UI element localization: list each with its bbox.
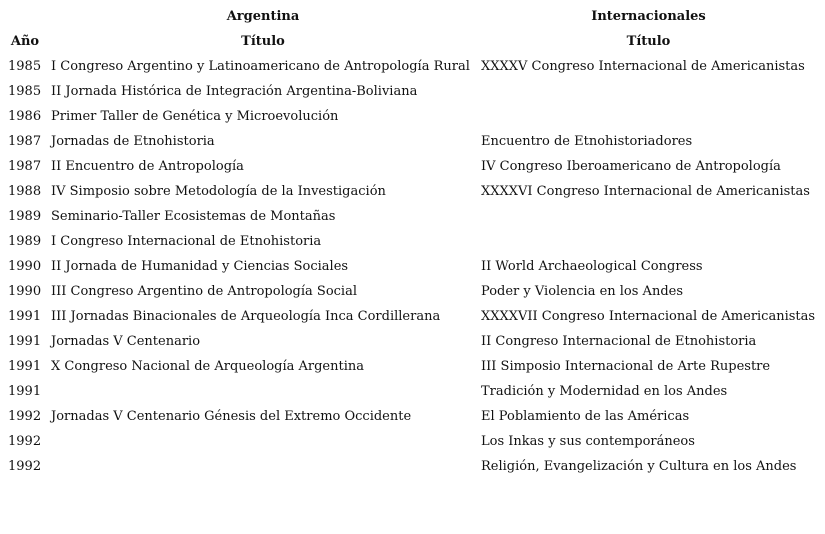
row-argentina-title: III Jornadas Binacionales de Arqueología Inca Cordillerana [51,309,441,324]
row-internacional-title [481,204,821,229]
group-header-row [0,4,825,29]
row-year: 1990 [8,259,42,274]
row-internacional-title: El Poblamiento de las Américas [481,409,690,424]
row-internacional-title: III Simposio Internacional de Arte Rupestre [481,359,771,374]
row-internacional-title: XXXXV Congreso Internacional de Americanistas [481,59,805,74]
row-year: 1991 [8,384,42,399]
row-year: 1992 [8,434,42,449]
row-year: 1986 [8,109,42,124]
table-row [0,129,825,154]
row-internacional-title [481,229,821,254]
row-internacional-title: Religión, Evangelización y Cultura en los Andes [481,459,797,474]
table-row [0,204,825,229]
row-argentina-title [51,454,477,479]
row-year: 1989 [8,209,42,224]
row-year: 1987 [8,134,42,149]
table-row [0,254,825,279]
table-row [0,454,825,479]
row-argentina-title: II Encuentro de Antropología [51,159,244,174]
table-row [0,79,825,104]
column-header-internacionales-title: Título [626,34,671,49]
row-internacional-title [481,104,821,129]
row-year: 1990 [8,284,42,299]
row-year: 1987 [8,159,42,174]
row-year: 1991 [8,334,42,349]
group-header-internacionales: Internacionales [591,9,706,24]
row-internacional-title: Poder y Violencia en los Andes [481,284,684,299]
row-argentina-title: Jornadas V Centenario Génesis del Extremo Occidente [51,409,412,424]
row-argentina-title: III Congreso Argentino de Antropología Social [51,284,357,299]
row-argentina-title: Primer Taller de Genética y Microevolución [51,109,339,124]
row-year: 1989 [8,234,42,249]
table-row [0,429,825,454]
row-year: 1985 [8,84,42,99]
group-header-argentina: Argentina [226,9,300,24]
row-year: 1988 [8,184,42,199]
row-internacional-title: XXXXVI Congreso Internacional de Americanistas [481,184,810,199]
table-row [0,329,825,354]
table-row [0,54,825,79]
row-internacional-title: XXXXVII Congreso Internacional de Americanistas [481,309,816,324]
column-header-argentina-title: Título [241,34,285,49]
row-internacional-title: Los Inkas y sus contemporáneos [481,434,695,449]
row-argentina-title: I Congreso Internacional de Etnohistoria [51,234,322,249]
table-row [0,279,825,304]
row-internacional-title: Encuentro de Etnohistoriadores [481,134,693,149]
row-year: 1985 [8,59,42,74]
row-argentina-title [51,429,477,454]
row-year: 1992 [8,409,42,424]
row-year: 1991 [8,359,42,374]
row-argentina-title: Jornadas V Centenario [51,334,201,349]
table-row [0,179,825,204]
row-argentina-title: IV Simposio sobre Metodología de la Investigación [51,184,386,199]
row-argentina-title: X Congreso Nacional de Arqueología Argentina [51,359,365,374]
table-row [0,304,825,329]
row-argentina-title: I Congreso Argentino y Latinoamericano de Antropología Rural [51,59,470,74]
column-header-row [0,29,825,54]
row-internacional-title [481,79,821,104]
table-row [0,379,825,404]
row-argentina-title: Jornadas de Etnohistoria [51,134,215,149]
row-internacional-title: II Congreso Internacional de Etnohistoria [481,334,757,349]
row-internacional-title: IV Congreso Iberoamericano de Antropología [481,159,781,174]
table-row [0,104,825,129]
table-row [0,404,825,429]
table-row [0,354,825,379]
row-argentina-title: II Jornada de Humanidad y Ciencias Sociales [51,259,349,274]
row-argentina-title [51,379,477,404]
row-year: 1992 [8,459,42,474]
row-internacional-title: Tradición y Modernidad en los Andes [481,384,728,399]
table-row [0,154,825,179]
row-argentina-title: II Jornada Histórica de Integración Argentina-Boliviana [51,84,418,99]
row-argentina-title: Seminario-Taller Ecosistemas de Montañas [51,209,336,224]
column-header-year: Año [10,34,40,49]
row-internacional-title: II World Archaeological Congress [481,259,703,274]
table-row [0,229,825,254]
row-year: 1991 [8,309,42,324]
